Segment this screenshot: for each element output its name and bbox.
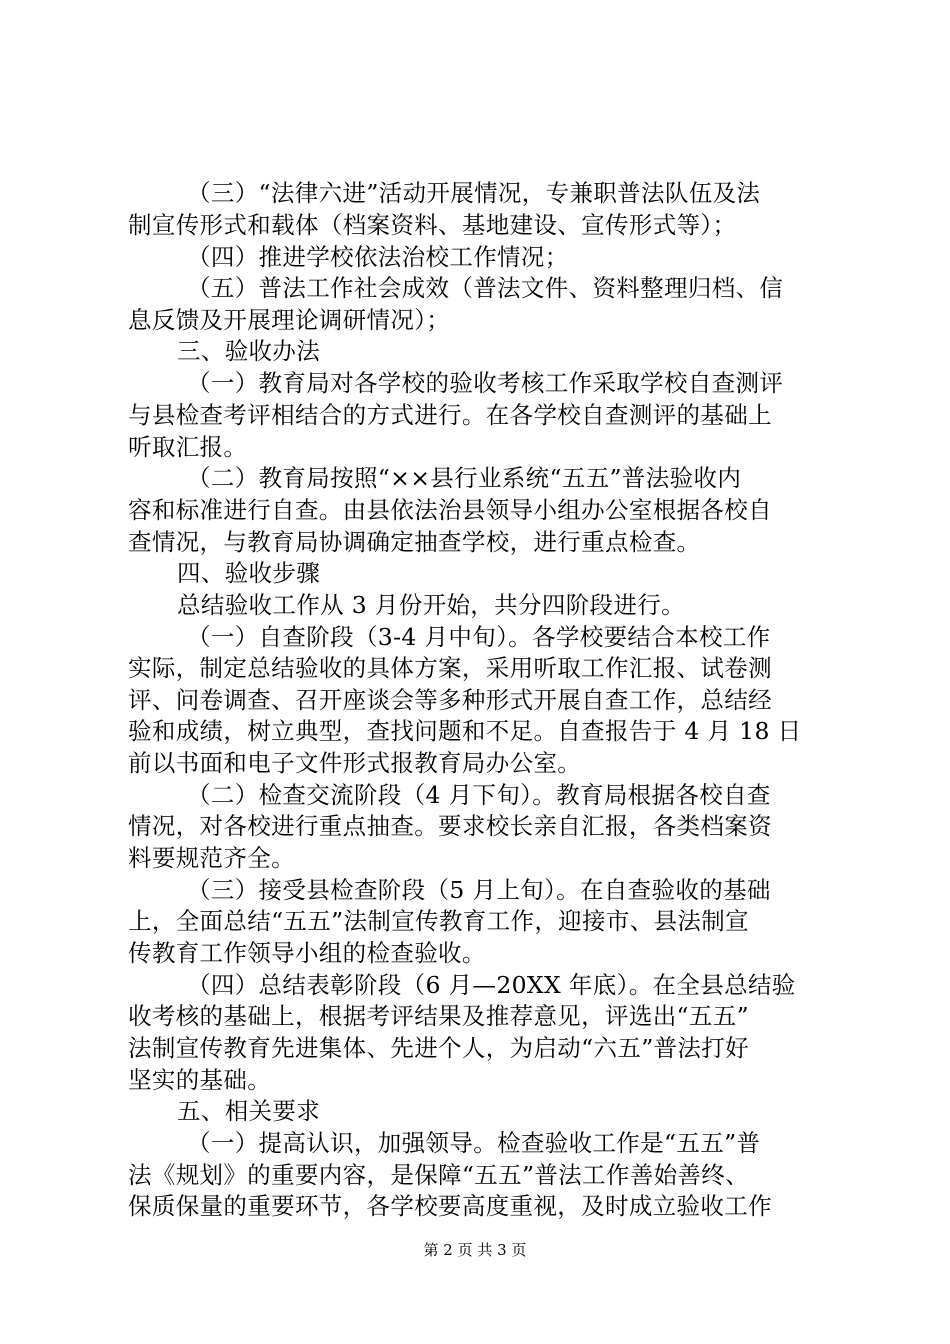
text-line: 法制宣传教育先进集体、先进个人，为启动“六五”普法打好: [128, 1034, 749, 1062]
page-footer: 第 2 页 共 3 页: [423, 1241, 527, 1259]
text-line: 容和标准进行自查。由县依法治县领导小组办公室根据各校自: [128, 496, 772, 524]
section-heading: 三、验收办法: [177, 337, 321, 365]
text-line: （四）推进学校依法治校工作情况；: [187, 243, 569, 271]
text-line: （四）总结表彰阶段（6 月—20XX 年底）。在全县总结验: [187, 971, 796, 999]
text-line: 评、问卷调查、召开座谈会等多种形式开展自查工作，总结经: [128, 686, 772, 714]
text-line: 验和成绩，树立典型，查找问题和不足。自查报告于 4 月 18 日: [128, 717, 802, 745]
text-line: 坚实的基础。: [128, 1066, 272, 1094]
text-line: 传教育工作领导小组的检查验收。: [128, 939, 486, 967]
text-line: （一）提高认识，加强领导。检查验收工作是“五五”普: [187, 1129, 761, 1157]
text-line: （二）检查交流阶段（4 月下旬）。教育局根据各校自查: [187, 781, 771, 809]
text-line: （一）自查阶段（3-4 月中旬）。各学校要结合本校工作: [187, 623, 771, 651]
text-line: 息反馈及开展理论调研情况）；: [128, 306, 451, 334]
text-line: 保质保量的重要环节，各学校要高度重视，及时成立验收工作: [128, 1192, 772, 1220]
text-line: 查情况，与教育局协调确定抽查学校，进行重点检查。: [128, 528, 701, 556]
section-heading: 四、验收步骤: [177, 559, 321, 587]
text-line: 制宣传形式和载体（档案资料、基地建设、宣传形式等）；: [128, 211, 737, 239]
text-line: （三）接受县检查阶段（5 月上旬）。在自查验收的基础: [187, 876, 771, 904]
text-line: 收考核的基础上，根据考评结果及推荐意见，评选出“五五”: [128, 1002, 749, 1030]
text-line: （二）教育局按照“××县行业系统“五五”普法验收内: [187, 464, 742, 492]
text-line: 实际，制定总结验收的具体方案，采用听取工作汇报、试卷测: [128, 654, 772, 682]
text-line: 总结验收工作从 3 月份开始，共分四阶段进行。: [177, 591, 685, 619]
text-line: 料要规范齐全。: [128, 844, 295, 872]
text-line: （三）“法律六进”活动开展情况，专兼职普法队伍及法: [187, 179, 761, 207]
text-line: 法《规划》的重要内容，是保障“五五”普法工作善始善终、: [128, 1161, 749, 1189]
text-line: （五）普法工作社会成效（普法文件、资料整理归档、信: [187, 274, 784, 302]
text-line: 听取汇报。: [128, 433, 248, 461]
text-line: 与县检查考评相结合的方式进行。在各学校自查测评的基础上: [128, 401, 772, 429]
text-line: （一）教育局对各学校的验收考核工作采取学校自查测评: [187, 369, 784, 397]
text-line: 上，全面总结“五五”法制宣传教育工作，迎接市、县法制宣: [128, 907, 749, 935]
section-heading: 五、相关要求: [177, 1097, 321, 1125]
text-line: 前以书面和电子文件形式报教育局办公室。: [128, 749, 582, 777]
text-line: 情况，对各校进行重点抽查。要求校长亲自汇报，各类档案资: [128, 812, 772, 840]
